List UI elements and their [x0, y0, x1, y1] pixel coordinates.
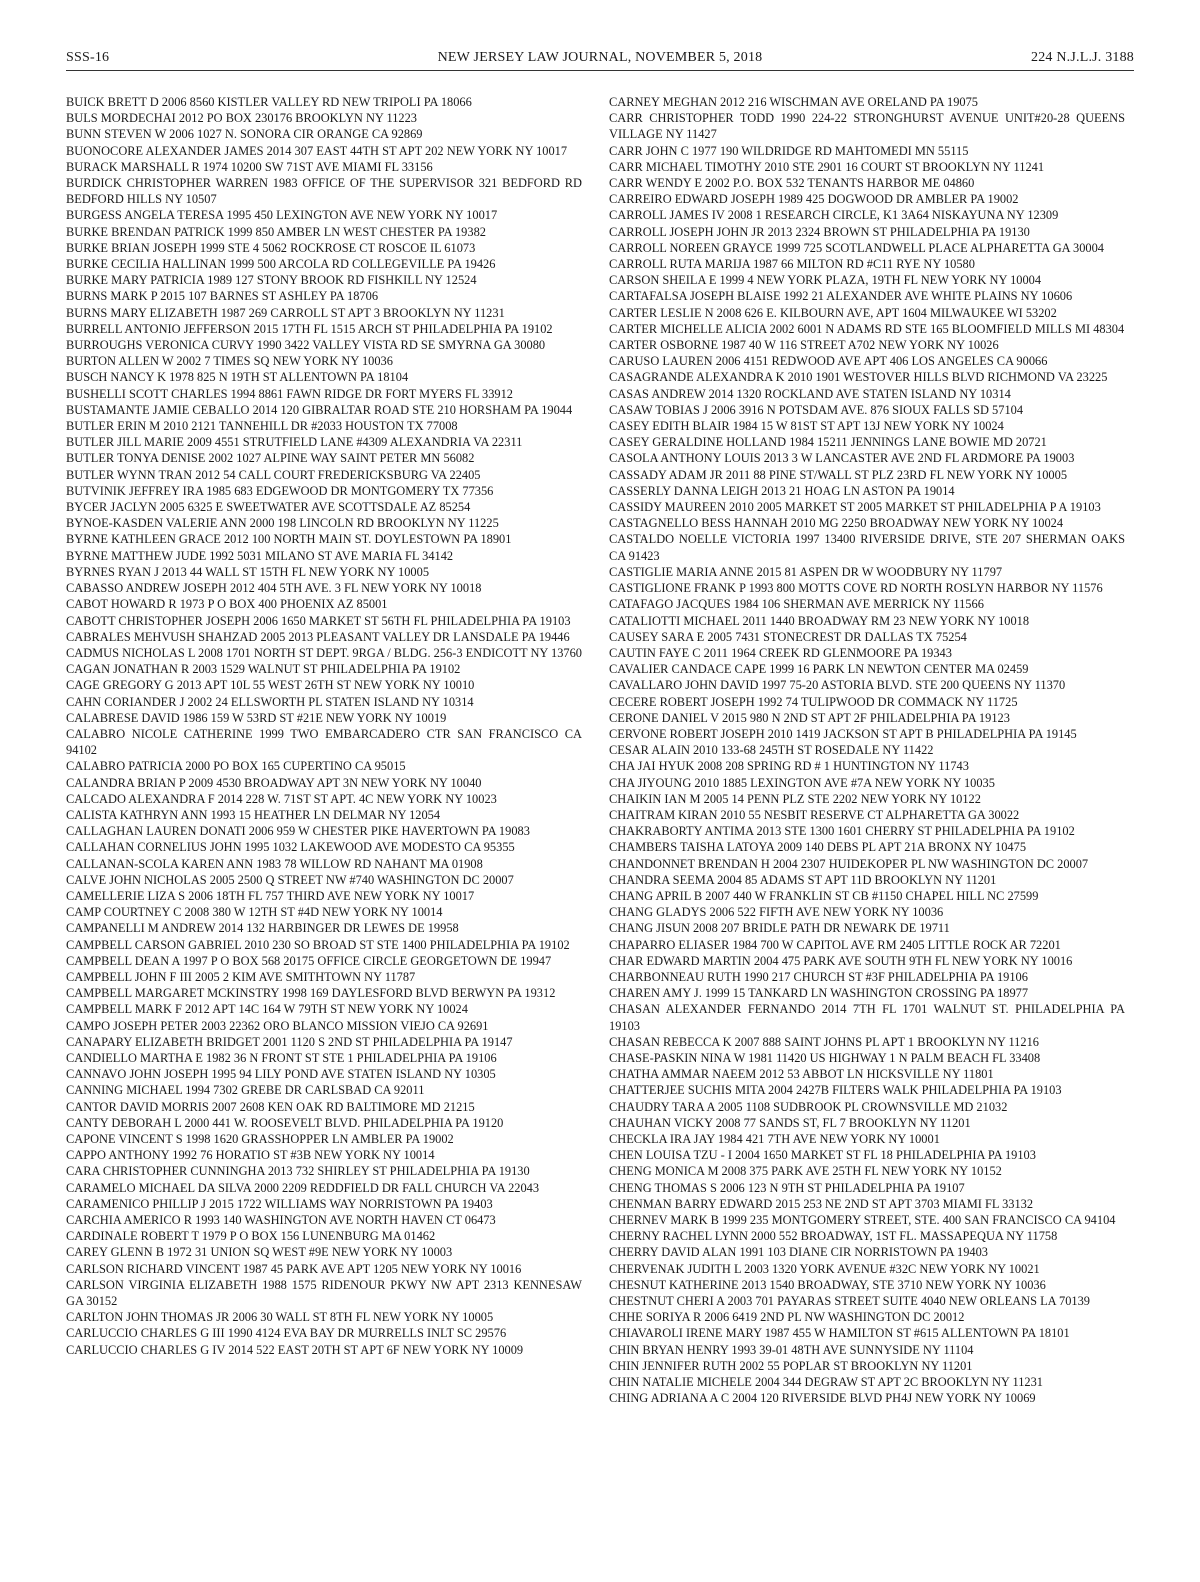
attorney-listing-entry: CARROLL JAMES IV 2008 1 RESEARCH CIRCLE, K1 3A64 NISKAYUNA NY 12309 [609, 208, 1059, 223]
attorney-listing-entry: BUTLER ERIN M 2010 2121 TANNEHILL DR #2033 HOUSTON TX 77008 [66, 419, 458, 434]
attorney-listing-entry: BURDICK CHRISTOPHER WARREN 1983 OFFICE OF THE SUPERVISOR 321 BEDFORD RD BEDFORD HILLS NY 10507 [66, 176, 582, 207]
attorney-listing-entry: CALVE JOHN NICHOLAS 2005 2500 Q STREET NW #740 WASHINGTON DC 20007 [66, 872, 514, 887]
attorney-listing-entry: CHAPARRO ELIASER 1984 700 W CAPITOL AVE RM 2405 LITTLE ROCK AR 72201 [609, 937, 1061, 952]
attorney-listing-entry: BURNS MARK P 2015 107 BARNES ST ASHLEY PA 18706 [66, 289, 379, 304]
attorney-listing-entry: CANNAVO JOHN JOSEPH 1995 94 LILY POND AVE STATEN ISLAND NY 10305 [66, 1067, 496, 1082]
attorney-listing-entry: CASTIGLIE MARIA ANNE 2015 81 ASPEN DR W WOODBURY NY 11797 [609, 564, 1003, 579]
attorney-listing-entry: BYRNE KATHLEEN GRACE 2012 100 NORTH MAIN ST. DOYLESTOWN PA 18901 [66, 532, 512, 547]
attorney-listing-entry: CHASE-PASKIN NINA W 1981 11420 US HIGHWAY 1 N PALM BEACH FL 33408 [609, 1050, 1041, 1065]
attorney-listing-entry: CAMELLERIE LIZA S 2006 18TH FL 757 THIRD AVE NEW YORK NY 10017 [66, 888, 475, 903]
attorney-listing-entry: BULS MORDECHAI 2012 PO BOX 230176 BROOKLYN NY 11223 [66, 111, 417, 126]
attorney-listing-entry: CHENG MONICA M 2008 375 PARK AVE 25TH FL NEW YORK NY 10152 [609, 1164, 1002, 1179]
attorney-listing-entry: CABOTT CHRISTOPHER JOSEPH 2006 1650 MARKET ST 56TH FL PHILADELPHIA PA 19103 [66, 613, 571, 628]
attorney-listing-entry: CARUSO LAUREN 2006 4151 REDWOOD AVE APT 406 LOS ANGELES CA 90066 [609, 354, 1048, 369]
attorney-listing-entry: CAMPBELL CARSON GABRIEL 2010 230 SO BROAD ST STE 1400 PHILADELPHIA PA 19102 [66, 937, 570, 952]
attorney-listing-entry: BUONOCORE ALEXANDER JAMES 2014 307 EAST 44TH ST APT 202 NEW YORK NY 10017 [66, 143, 568, 158]
attorney-listing-entry: CARROLL RUTA MARIJA 1987 66 MILTON RD #C11 RYE NY 10580 [609, 257, 975, 272]
attorney-listing-entry: BUTLER TONYA DENISE 2002 1027 ALPINE WAY SAINT PETER MN 56082 [66, 451, 475, 466]
attorney-listing-entry: BURTON ALLEN W 2002 7 TIMES SQ NEW YORK NY 10036 [66, 354, 393, 369]
attorney-listing-entry: CATAFAGO JACQUES 1984 106 SHERMAN AVE MERRICK NY 11566 [609, 597, 984, 612]
attorney-listing-entry: BURKE CECILIA HALLINAN 1999 500 ARCOLA RD COLLEGEVILLE PA 19426 [66, 257, 496, 272]
attorney-listing-entry: CALCADO ALEXANDRA F 2014 228 W. 71ST ST APT. 4C NEW YORK NY 10023 [66, 791, 497, 806]
attorney-listing-entry: CHIN JENNIFER RUTH 2002 55 POPLAR ST BROOKLYN NY 11201 [609, 1358, 973, 1373]
attorney-listing-entry: CHATTERJEE SUCHIS MITA 2004 2427B FILTERS WALK PHILADELPHIA PA 19103 [609, 1083, 1062, 1098]
attorney-listing-entry: CERVONE ROBERT JOSEPH 2010 1419 JACKSON ST APT B PHILADELPHIA PA 19145 [609, 726, 1077, 741]
attorney-listing-entry: CASOLA ANTHONY LOUIS 2013 3 W LANCASTER AVE 2ND FL ARDMORE PA 19003 [609, 451, 1075, 466]
attorney-listing-entry: CAMPBELL MARK F 2012 APT 14C 164 W 79TH ST NEW YORK NY 10024 [66, 1002, 468, 1017]
attorney-listing-entry: CASAGRANDE ALEXANDRA K 2010 1901 WESTOVER HILLS BLVD RICHMOND VA 23225 [609, 370, 1108, 385]
attorney-listing-entry: CAPONE VINCENT S 1998 1620 GRASSHOPPER LN AMBLER PA 19002 [66, 1132, 454, 1146]
attorney-listing-entry: CANTOR DAVID MORRIS 2007 2608 KEN OAK RD BALTIMORE MD 21215 [66, 1099, 475, 1114]
attorney-listing-entry: CECERE ROBERT JOSEPH 1992 74 TULIPWOOD DR COMMACK NY 11725 [609, 694, 1018, 709]
attorney-listing-entry: CAMPANELLI M ANDREW 2014 132 HARBINGER DR LEWES DE 19958 [66, 921, 459, 936]
attorney-listing-entry: CHANDRA SEEMA 2004 85 ADAMS ST APT 11D BROOKLYN NY 11201 [609, 872, 997, 887]
attorney-listing-entry: BUTVINIK JEFFREY IRA 1985 683 EDGEWOOD DR MONTGOMERY TX 77356 [66, 483, 494, 498]
attorney-listing-entry: CARREIRO EDWARD JOSEPH 1989 425 DOGWOOD DR AMBLER PA 19002 [609, 192, 1019, 207]
attorney-listing-entry: CHAITRAM KIRAN 2010 55 NESBIT RESERVE CT ALPHARETTA GA 30022 [609, 807, 1020, 822]
citation: 224 N.J.L.J. 3188 [1031, 50, 1134, 65]
attorney-listing-entry: CHAMBERS TAISHA LATOYA 2009 140 DEBS PL APT 21A BRONX NY 10475 [609, 840, 1027, 855]
attorney-listing-entry: CHERNEV MARK B 1999 235 MONTGOMERY STREET, STE. 400 SAN FRANCISCO CA 94104 [609, 1213, 1116, 1228]
attorney-listing-entry: CALLAHAN CORNELIUS JOHN 1995 1032 LAKEWOOD AVE MODESTO CA 95355 [66, 840, 515, 855]
attorney-listing-entry: CALISTA KATHRYN ANN 1993 15 HEATHER LN DELMAR NY 12054 [66, 807, 441, 822]
attorney-listing-entry: CAUTIN FAYE C 2011 1964 CREEK RD GLENMOORE PA 19343 [609, 645, 952, 660]
attorney-listing-entry: CHENG THOMAS S 2006 123 N 9TH ST PHILADELPHIA PA 19107 [609, 1180, 965, 1195]
attorney-listing-entry: BURACK MARSHALL R 1974 10200 SW 71ST AVE MIAMI FL 33156 [66, 159, 433, 174]
attorney-listing-entry: CHIN BRYAN HENRY 1993 39-01 48TH AVE SUNNYSIDE NY 11104 [609, 1342, 974, 1357]
attorney-listing-entry: CAREY GLENN B 1972 31 UNION SQ WEST #9E NEW YORK NY 10003 [66, 1245, 453, 1260]
attorney-listing-entry: CARTER MICHELLE ALICIA 2002 6001 N ADAMS RD STE 165 BLOOMFIELD MILLS MI 48304 [609, 321, 1125, 336]
attorney-listing-entry: CHANDONNET BRENDAN H 2004 2307 HUIDEKOPER PL NW WASHINGTON DC 20007 [609, 856, 1089, 871]
attorney-listing-entry: BUNN STEVEN W 2006 1027 N. SONORA CIR ORANGE CA 92869 [66, 127, 423, 142]
attorney-listing-entry: CARDINALE ROBERT T 1979 P O BOX 156 LUNENBURG MA 01462 [66, 1229, 436, 1244]
attorney-listing-entry: CHAR EDWARD MARTIN 2004 475 PARK AVE SOUTH 9TH FL NEW YORK NY 10016 [609, 953, 1073, 968]
attorney-listing-entry: CABOT HOWARD R 1973 P O BOX 400 PHOENIX AZ 85001 [66, 597, 388, 612]
page-header [66, 50, 1134, 72]
attorney-listing-entry: CHERRY DAVID ALAN 1991 103 DIANE CIR NORRISTOWN PA 19403 [609, 1245, 988, 1260]
attorney-listing-entry: CASTALDO NOELLE VICTORIA 1997 13400 RIVERSIDE DRIVE, STE 207 SHERMAN OAKS CA 91423 [609, 532, 1125, 563]
attorney-listing-entry: CHESTNUT CHERI A 2003 701 PAYARAS STREET SUITE 4040 NEW ORLEANS LA 70139 [609, 1294, 1090, 1309]
attorney-listing-entry: CHERNY RACHEL LYNN 2000 552 BROADWAY, 1ST FL. MASSAPEQUA NY 11758 [609, 1229, 1058, 1244]
attorney-listing-entry: CHESNUT KATHERINE 2013 1540 BROADWAY, STE 3710 NEW YORK NY 10036 [609, 1277, 1046, 1292]
attorney-listing-entry: CARLUCCIO CHARLES G IV 2014 522 EAST 20TH ST APT 6F NEW YORK NY 10009 [66, 1342, 524, 1357]
attorney-listing-entry: CARLSON RICHARD VINCENT 1987 45 PARK AVE APT 1205 NEW YORK NY 10016 [66, 1261, 522, 1276]
attorney-listing-entry: CHAUDRY TARA A 2005 1108 SUDBROOK PL CROWNSVILLE MD 21032 [609, 1099, 1008, 1114]
attorney-listing-entry: CANAPARY ELIZABETH BRIDGET 2001 1120 S 2ND ST PHILADELPHIA PA 19147 [66, 1034, 513, 1049]
attorney-listing-entry: BUTLER JILL MARIE 2009 4551 STRUTFIELD LANE #4309 ALEXANDRIA VA 22311 [66, 435, 523, 450]
attorney-listing-entry: CHATHA AMMAR NAEEM 2012 53 ABBOT LN HICKSVILLE NY 11801 [609, 1067, 994, 1082]
right-column [609, 94, 1125, 1406]
attorney-listing-entry: CHARBONNEAU RUTH 1990 217 CHURCH ST #3F PHILADELPHIA PA 19106 [609, 969, 1028, 984]
attorney-listing-entry: BYNOE-KASDEN VALERIE ANN 2000 198 LINCOLN RD BROOKLYN NY 11225 [66, 516, 499, 531]
attorney-listing-entry: CHENMAN BARRY EDWARD 2015 253 NE 2ND ST APT 3703 MIAMI FL 33132 [609, 1196, 1034, 1211]
attorney-listing-entry: CHHE SORIYA R 2006 6419 2ND PL NW WASHINGTON DC 20012 [609, 1310, 965, 1325]
attorney-listing-entry: CHANG APRIL B 2007 440 W FRANKLIN ST CB #1150 CHAPEL HILL NC 27599 [609, 888, 1039, 903]
attorney-listing-entry: CASAW TOBIAS J 2006 3916 N POTSDAM AVE. 876 SIOUX FALLS SD 57104 [609, 402, 1024, 417]
attorney-listing-entry: CASEY GERALDINE HOLLAND 1984 15211 JENNINGS LANE BOWIE MD 20721 [609, 435, 1047, 450]
header-rule [66, 70, 1134, 71]
attorney-listing-entry: CESAR ALAIN 2010 133-68 245TH ST ROSEDALE NY 11422 [609, 743, 934, 758]
attorney-listing-entry: CHING ADRIANA A C 2004 120 RIVERSIDE BLVD PH4J NEW YORK NY 10069 [609, 1391, 1036, 1406]
attorney-listing-entry: CHAKRABORTY ANTIMA 2013 STE 1300 1601 CHERRY ST PHILADELPHIA PA 19102 [609, 824, 1075, 839]
attorney-listing-entry: BYCER JACLYN 2005 6325 E SWEETWATER AVE SCOTTSDALE AZ 85254 [66, 500, 471, 515]
attorney-listing-entry: CARLUCCIO CHARLES G III 1990 4124 EVA BAY DR MURRELLS INLT SC 29576 [66, 1326, 507, 1341]
attorney-listing-entry: BURKE BRENDAN PATRICK 1999 850 AMBER LN WEST CHESTER PA 19382 [66, 224, 486, 239]
attorney-listing-entry: CARCHIA AMERICO R 1993 140 WASHINGTON AVE NORTH HAVEN CT 06473 [66, 1213, 496, 1228]
attorney-listing-entry: CHECKLA IRA JAY 1984 421 7TH AVE NEW YORK NY 10001 [609, 1132, 940, 1146]
attorney-listing-entry: CAPPO ANTHONY 1992 76 HORATIO ST #3B NEW YORK NY 10014 [66, 1148, 435, 1163]
attorney-listing-entry: BUTLER WYNN TRAN 2012 54 CALL COURT FREDERICKSBURG VA 22405 [66, 467, 481, 482]
attorney-listing-entry: CANNING MICHAEL 1994 7302 GREBE DR CARLSBAD CA 92011 [66, 1083, 425, 1098]
attorney-listing-entry: CATALIOTTI MICHAEL 2011 1440 BROADWAY RM 23 NEW YORK NY 10018 [609, 613, 1030, 628]
attorney-listing-entry: CASTIGLIONE FRANK P 1993 800 MOTTS COVE RD NORTH ROSLYN HARBOR NY 11576 [609, 581, 1103, 596]
attorney-listing-entry: CARTER LESLIE N 2008 626 E. KILBOURN AVE, APT 1604 MILWAUKEE WI 53202 [609, 305, 1057, 320]
attorney-listing-entry: CAVALIER CANDACE CAPE 1999 16 PARK LN NEWTON CENTER MA 02459 [609, 662, 1029, 677]
attorney-listing-entry: CAGAN JONATHAN R 2003 1529 WALNUT ST PHILADELPHIA PA 19102 [66, 662, 461, 677]
attorney-listing-entry: BURGESS ANGELA TERESA 1995 450 LEXINGTON AVE NEW YORK NY 10017 [66, 208, 498, 223]
attorney-listing-entry: CARSON SHEILA E 1999 4 NEW YORK PLAZA, 19TH FL NEW YORK NY 10004 [609, 273, 1042, 288]
attorney-listing-entry: BYRNES RYAN J 2013 44 WALL ST 15TH FL NEW YORK NY 10005 [66, 564, 430, 579]
attorney-listing-entry: CASAS ANDREW 2014 1320 ROCKLAND AVE STATEN ISLAND NY 10314 [609, 386, 1011, 401]
attorney-listing-entry: CASTAGNELLO BESS HANNAH 2010 MG 2250 BROADWAY NEW YORK NY 10024 [609, 516, 1064, 531]
attorney-listing-entry: CABRALES MEHVUSH SHAHZAD 2005 2013 PLEASANT VALLEY DR LANSDALE PA 19446 [66, 629, 570, 644]
attorney-listing-entry: CHA JIYOUNG 2010 1885 LEXINGTON AVE #7A NEW YORK NY 10035 [609, 775, 995, 790]
attorney-listing-entry: CARROLL NOREEN GRAYCE 1999 725 SCOTLANDWELL PLACE ALPHARETTA GA 30004 [609, 240, 1104, 255]
attorney-listing-entry: CASSIDY MAUREEN 2010 2005 MARKET ST 2005 MARKET ST PHILADELPHIA P A 19103 [609, 500, 1101, 515]
attorney-listing-entry: CAMPBELL DEAN A 1997 P O BOX 568 20175 OFFICE CIRCLE GEORGETOWN DE 19947 [66, 953, 552, 968]
attorney-listing-entry: CHEN LOUISA TZU - I 2004 1650 MARKET ST FL 18 PHILADELPHIA PA 19103 [609, 1148, 1036, 1163]
attorney-listing-entry: CARTAFALSA JOSEPH BLAISE 1992 21 ALEXANDER AVE WHITE PLAINS NY 10606 [609, 289, 1073, 304]
left-column [66, 94, 582, 1358]
attorney-listing-entry: CALABRESE DAVID 1986 159 W 53RD ST #21E NEW YORK NY 10019 [66, 710, 447, 725]
attorney-listing-entry: CHAREN AMY J. 1999 15 TANKARD LN WASHINGTON CROSSING PA 18977 [609, 986, 1029, 1001]
attorney-listing-entry: CHASAN REBECCA K 2007 888 SAINT JOHNS PL APT 1 BROOKLYN NY 11216 [609, 1034, 1039, 1049]
attorney-listing-entry: CABASSO ANDREW JOSEPH 2012 404 5TH AVE. 3 FL NEW YORK NY 10018 [66, 581, 482, 596]
attorney-listing-entry: CARR MICHAEL TIMOTHY 2010 STE 2901 16 COURT ST BROOKLYN NY 11241 [609, 159, 1045, 174]
attorney-listing-entry: CHAIKIN IAN M 2005 14 PENN PLZ STE 2202 NEW YORK NY 10122 [609, 791, 981, 806]
attorney-listing-entry: CARR CHRISTOPHER TODD 1990 224-22 STRONGHURST AVENUE UNIT#20-28 QUEENS VILLAGE NY 11427 [609, 111, 1125, 142]
attorney-listing-entry: CHIN NATALIE MICHELE 2004 344 DEGRAW ST APT 2C BROOKLYN NY 11231 [609, 1375, 1043, 1390]
publication-title: NEW JERSEY LAW JOURNAL, NOVEMBER 5, 2018 [437, 50, 763, 65]
attorney-listing-entry: CARAMENICO PHILLIP J 2015 1722 WILLIAMS WAY NORRISTOWN PA 19403 [66, 1196, 493, 1211]
attorney-listing-entry: BUSHELLI SCOTT CHARLES 1994 8861 FAWN RIDGE DR FORT MYERS FL 33912 [66, 386, 513, 401]
attorney-listing-entry: BUICK BRETT D 2006 8560 KISTLER VALLEY RD NEW TRIPOLI PA 18066 [66, 95, 472, 109]
attorney-listing-entry: CAHN CORIANDER J 2002 24 ELLSWORTH PL STATEN ISLAND NY 10314 [66, 694, 474, 709]
attorney-listing-entry: BYRNE MATTHEW JUDE 1992 5031 MILANO ST AVE MARIA FL 34142 [66, 548, 454, 563]
attorney-listing-entry: CAMP COURTNEY C 2008 380 W 12TH ST #4D NEW YORK NY 10014 [66, 905, 443, 920]
attorney-listing-entry: CARNEY MEGHAN 2012 216 WISCHMAN AVE ORELAND PA 19075 [609, 95, 978, 109]
attorney-listing-entry: CHAUHAN VICKY 2008 77 SANDS ST, FL 7 BROOKLYN NY 11201 [609, 1115, 971, 1130]
attorney-listing-entry: CAMPO JOSEPH PETER 2003 22362 ORO BLANCO MISSION VIEJO CA 92691 [66, 1018, 489, 1033]
attorney-listing-entry: CHERVENAK JUDITH L 2003 1320 YORK AVENUE #32C NEW YORK NY 10021 [609, 1261, 1040, 1276]
attorney-listing-entry: CASSERLY DANNA LEIGH 2013 21 HOAG LN ASTON PA 19014 [609, 483, 955, 498]
attorney-listing-entry: CARA CHRISTOPHER CUNNINGHA 2013 732 SHIRLEY ST PHILADELPHIA PA 19130 [66, 1164, 530, 1179]
attorney-listing-entry: BUSTAMANTE JAMIE CEBALLO 2014 120 GIBRALTAR ROAD STE 210 HORSHAM PA 19044 [66, 402, 573, 417]
attorney-listing-entry: BURNS MARY ELIZABETH 1987 269 CARROLL ST APT 3 BROOKLYN NY 11231 [66, 305, 505, 320]
attorney-listing-entry: BURRELL ANTONIO JEFFERSON 2015 17TH FL 1515 ARCH ST PHILADELPHIA PA 19102 [66, 321, 553, 336]
attorney-listing-entry: CAUSEY SARA E 2005 7431 STONECREST DR DALLAS TX 75254 [609, 629, 967, 644]
attorney-listing-entry: CAVALLARO JOHN DAVID 1997 75-20 ASTORIA BLVD. STE 200 QUEENS NY 11370 [609, 678, 1066, 693]
attorney-listing-entry: CALABRO PATRICIA 2000 PO BOX 165 CUPERTINO CA 95015 [66, 759, 406, 774]
attorney-listing-entry: CERONE DANIEL V 2015 980 N 2ND ST APT 2F PHILADELPHIA PA 19123 [609, 710, 1010, 725]
attorney-listing-entry: BURKE MARY PATRICIA 1989 127 STONY BROOK RD FISHKILL NY 12524 [66, 273, 477, 288]
attorney-listing-entry: CHIAVAROLI IRENE MARY 1987 455 W HAMILTON ST #615 ALLENTOWN PA 18101 [609, 1326, 1070, 1341]
attorney-listing-entry: CALLANAN-SCOLA KAREN ANN 1983 78 WILLOW RD NAHANT MA 01908 [66, 856, 483, 871]
attorney-listing-entry: CHASAN ALEXANDER FERNANDO 2014 7TH FL 1701 WALNUT ST. PHILADELPHIA PA 19103 [609, 1002, 1125, 1033]
attorney-listing-entry: CHA JAI HYUK 2008 208 SPRING RD # 1 HUNTINGTON NY 11743 [609, 759, 969, 774]
attorney-listing-entry: CALABRO NICOLE CATHERINE 1999 TWO EMBARCADERO CTR SAN FRANCISCO CA 94102 [66, 726, 582, 758]
attorney-listing-entry: CARAMELO MICHAEL DA SILVA 2000 2209 REDDFIELD DR FALL CHURCH VA 22043 [66, 1180, 540, 1195]
section-number: SSS-16 [66, 50, 110, 65]
attorney-listing-entry: BURKE BRIAN JOSEPH 1999 STE 4 5062 ROCKROSE CT ROSCOE IL 61073 [66, 240, 476, 255]
attorney-listing-entry: CHANG JISUN 2008 207 BRIDLE PATH DR NEWARK DE 19711 [609, 921, 950, 936]
attorney-listing-entry: CARLSON VIRGINIA ELIZABETH 1988 1575 RIDENOUR PKWY NW APT 2313 KENNESAW GA 30152 [66, 1277, 582, 1309]
attorney-listing-entry: BUSCH NANCY K 1978 825 N 19TH ST ALLENTOWN PA 18104 [66, 370, 409, 385]
attorney-listing-entry: BURROUGHS VERONICA CURVY 1990 3422 VALLEY VISTA RD SE SMYRNA GA 30080 [66, 338, 546, 353]
attorney-listing-entry: CADMUS NICHOLAS L 2008 1701 NORTH ST DEPT. 9RGA / BLDG. 256-3 ENDICOTT NY 13760 [66, 645, 582, 660]
attorney-listing-entry: CARR WENDY E 2002 P.O. BOX 532 TENANTS HARBOR ME 04860 [609, 176, 975, 191]
attorney-listing-entry: CANDIELLO MARTHA E 1982 36 N FRONT ST STE 1 PHILADELPHIA PA 19106 [66, 1050, 497, 1065]
attorney-listing-entry: CAMPBELL MARGARET MCKINSTRY 1998 169 DAYLESFORD BLVD BERWYN PA 19312 [66, 986, 556, 1001]
attorney-listing-entry: CAGE GREGORY G 2013 APT 10L 55 WEST 26TH ST NEW YORK NY 10010 [66, 678, 475, 693]
attorney-listing-entry: CAMPBELL JOHN F III 2005 2 KIM AVE SMITHTOWN NY 11787 [66, 969, 416, 984]
attorney-listing-entry: CANTY DEBORAH L 2000 441 W. ROOSEVELT BLVD. PHILADELPHIA PA 19120 [66, 1115, 504, 1130]
attorney-listing-entry: CARROLL JOSEPH JOHN JR 2013 2324 BROWN ST PHILADELPHIA PA 19130 [609, 224, 1030, 239]
attorney-listing-entry: CASSADY ADAM JR 2011 88 PINE ST/WALL ST PLZ 23RD FL NEW YORK NY 10005 [609, 467, 1068, 482]
attorney-listing-entry: CARLTON JOHN THOMAS JR 2006 30 WALL ST 8TH FL NEW YORK NY 10005 [66, 1310, 494, 1325]
attorney-listing-entry: CALANDRA BRIAN P 2009 4530 BROADWAY APT 3N NEW YORK NY 10040 [66, 775, 482, 790]
attorney-listing-entry: CARR JOHN C 1977 190 WILDRIDGE RD MAHTOMEDI MN 55115 [609, 143, 969, 158]
attorney-listing-entry: CHANG GLADYS 2006 522 FIFTH AVE NEW YORK NY 10036 [609, 905, 944, 920]
attorney-listing-entry: CARTER OSBORNE 1987 40 W 116 STREET A702 NEW YORK NY 10026 [609, 338, 999, 353]
attorney-listing-entry: CALLAGHAN LAUREN DONATI 2006 959 W CHESTER PIKE HAVERTOWN PA 19083 [66, 824, 530, 839]
attorney-listing-entry: CASEY EDITH BLAIR 1984 15 W 81ST ST APT 13J NEW YORK NY 10024 [609, 419, 1004, 434]
